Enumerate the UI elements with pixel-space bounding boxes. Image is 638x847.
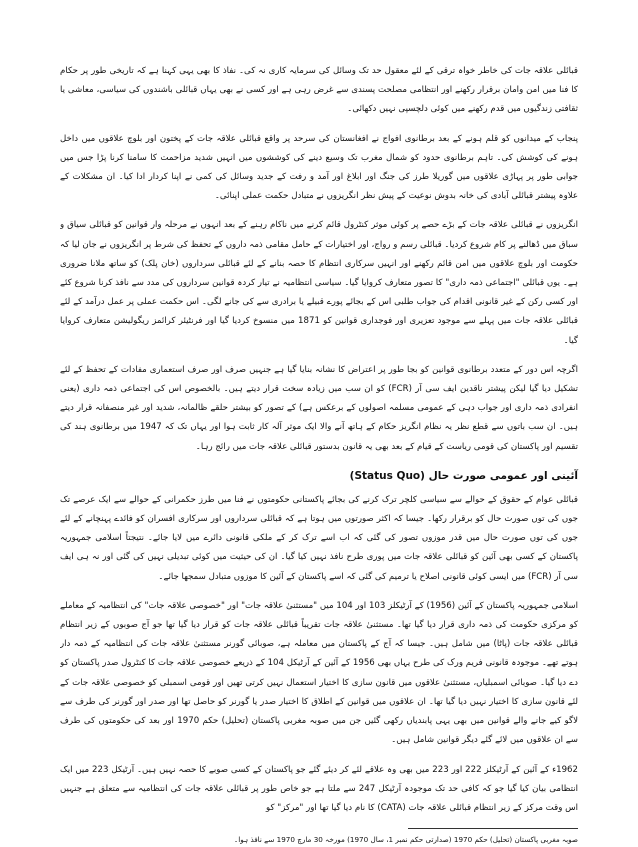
paragraph-7: 1962ء کے آئین کے آرٹیکلز 222 اور 223 میں بھی وہ علاقے لئے کر دیئے گئے جو پاکستان کے کسی صوبے کا حصہ نہیں ہیں۔ آرٹیکل 223 میں ایک انتظامی بیان کیا گیا جو کہ کافی حد تک موجودہ آرٹیکل 247 سے ملتا ہے جو خاص طور پر قبائلی علاقہ جات کی انتظامیہ سے متعلق ہے جنہیں اس وقت مرکز کے زیر انتظام قبائلی علاقہ جات (CATA) کا نام دیا گیا تھا اور "مرکز" کو xyxy=(60,764,578,813)
paragraph-5: قبائلی عوام کے حقوق کے حوالے سے سیاسی کلچر ترک کرنے کی بجائے پاکستانی حکومتوں نے فنا میں طرز حکمرانی کے حوالے سے ایک عرصے تک جوں کی توں صورت حال کو برقرار رکھا۔ جیسا کہ اکثر صورتوں میں ہوتا ہے کہ قبائلی سرداروں اور سرکاری افسران کو فائدے پہنچانے کے لئے جوں کی توں صورت حال میں قدر موزوں تصور کی گئی کہ اب اسے ترک کر کے ملکی قانونی دائرے میں لایا جائے۔ نتیجتاً اسلامی جمہوریہ پاکستان کے کسی بھی آئین کو قبائلی علاقہ جات میں پوری طرح نافذ نہیں کیا گیا۔ ان کی حیثیت میں کوئی تبدیلی نہیں کی گئی اور نہ ہی ایف سی آر (FCR) میں ایسی کوئی قانونی اصلاح یا ترمیم کی گئی کہ اسے پاکستان کے آئین کا موزوں متبادل سمجھا جائے۔ xyxy=(60,494,578,582)
paragraph-3: انگریزوں نے قبائلی علاقہ جات کے بڑے حصے پر کوئی موثر کنٹرول قائم کرنے میں ناکام رہنے کے بعد انہوں نے مرحلہ وار قوانین کو قبائلی سیاق و سباق میں ڈھالنے پر کام شروع کردیا۔ قبائلی رسم و رواج، اور اختیارات کے حامل مقامی ذمہ داروں کے تحفظ کی شرط پر انگریزوں نے جان لیا کہ حکومت اور بلوچ علاقوں میں امن قائم رکھنے اور انہیں سرکاری انتظام کا حصہ بنانے کے لئے قبائلی سرداروں (خان پلک) کو ساتھ ملانا ضروری ہے۔ یوں قبائلی "اجتماعی ذمہ داری" کا تصور متعارف کروایا گیا۔ سیاسی انتظامیہ نے تیار کردہ قوانین سرداروں کی مدد سے نافذ کرنا شروع کئے اور کسی رکن کے غیر قانونی اقدام کی جواب طلبی اس کے بجائے پورے قبیلے یا برادری سے کی جانے لگی۔ اس حکمت عملی پر عمل درآمد کے لئے قبائلی علاقہ جات میں پہلے سے موجود تعزیری اور فوجداری قوانین کو 1871 میں منسوخ کردیا گیا اور فرنٹیئر کرائمز ریگولیشن متعارف کروایا گیا۔ xyxy=(60,220,578,346)
paragraph-6: اسلامی جمہوریہ پاکستان کے آئین (1956) کے آرٹیکلز 103 اور 104 میں "مستثنیٰ علاقہ جات" اور "خصوصی علاقہ جات" کی انتظامیہ کے معاملے کو مرکزی حکومت کی ذمہ داری قرار دیا گیا تھا۔ مستثنیٰ علاقہ جات تقریباً قبائلی علاقہ جات کو قرار دیا گیا تھا جو آج صوبوں کے زیر انتظام قبائلی علاقہ جات (پاٹا) میں شامل ہیں۔ جیسا کہ آج کے پاکستان میں معاملہ ہے، صوبائی گورنر مستثنیٰ علاقہ جات کی انتظامیہ کے ذمہ دار ہوتے تھے۔ موجودہ قانونی فریم ورک کی طرح یہاں بھی 1956 کے آئین کے آرٹیکل 104 کے ذریعے خصوصی علاقہ جات کا کنٹرول صدر پاکستان کو دے دیا گیا۔ صوبائی اسمبلیاں، مستثنیٰ علاقوں میں قانون سازی کا اختیار استعمال نہیں کرتی تھیں اور قومی اسمبلی کو خصوصی علاقہ جات کے لئے قانون سازی کا اختیار نہیں دیا گیا تھا۔ ان علاقوں میں قوانین کے اطلاق کا اختیار صدر یا گورنر کو حاصل تھا اور صدر اور گورنر کی طرف سے لاگو کیے جانے والے قوانین میں بھی یہی پابندیاں رکھی گئیں جن میں صوبہ مغربی پاکستان (تحلیل) حکم 1970 اور بعد کی حکومتوں کی طرف سے ان علاقوں میں لائے گئے دیگر قوانین شامل ہیں۔ xyxy=(60,600,578,746)
paragraph-4: اگرچہ اس دور کے متعدد برطانوی قوانین کو بجا طور پر اعتراض کا نشانہ بنایا گیا ہے جنہیں صرف اور صرف استعماری مفادات کے تحفظ کے لئے تشکیل دیا گیا لیکن پیشتر ناقدین ایف سی آر (FCR) کو ان سب میں زیادہ سخت قرار دیتے ہیں۔ بالخصوص اس کی اجتماعی ذمہ داری (یعنی انفرادی ذمہ داری اور جواب دہی کے عمومی مسلمہ اصولوں کے برعکس ہے) کے تصور کو بیشتر حلقے ظالمانہ، شدید اور غیر منصفانہ قرار دیتے ہیں۔ ان سب باتوں سے قطع نظر یہ نظام انگریز حکام کے ہاتھ آنے والا ایک موثر آلہ کار ثابت ہوا اور یہاں تک کہ 1947 میں برطانوی ہند کی تقسیم اور پاکستان کی قومی ریاست کے قیام کے بعد بھی یہ قانون بدستور قبائلی علاقہ جات میں رائج رہا۔ xyxy=(60,364,578,452)
paragraph-2: پنجاب کے میدانوں کو قلم ہونے کے بعد برطانوی افواج نے افغانستان کی سرحد پر واقع قبائلی علاقہ جات کے پختون اور بلوچ علاقوں میں داخل ہونے کی کوشش کی۔ تاہم برطانوی حدود کو شمال مغرب تک وسیع دینے کی کوششوں میں انہیں شدید مزاحمت کا سامنا کرنا پڑا جس میں جوابی طور پر پہاڑی علاقوں میں گوریلا طرز کی جنگ اور ابلاغ اور آمد و رفت کے جدید وسائل کی کمی نے اپنا کردار ادا کیا۔ ان مشکلات کے علاوہ پیشتر قبائلی آبادی کی خانہ بدوش نوعیت کے پیش نظر انگریزوں نے متبادل حکمت عملی اپنائی۔ xyxy=(60,133,578,202)
section-heading: آئینی اور عمومی صورت حال (Status Quo) xyxy=(349,469,578,482)
footnote-divider xyxy=(408,828,578,829)
footnote: صوبہ مغربی پاکستان (تحلیل) حکم 1970 (صدارتی حکم نمبر 1، سال 1970) مورخہ 30 مارچ 1970 سے نافذ ہوا۔ xyxy=(234,835,578,845)
paragraph-1: قبائلی علاقہ جات کی خاطر خواہ ترقی کے لئے معقول حد تک وسائل کی سرمایہ کاری نہ کی۔ نفاذ کا بھی یہی کہنا ہے کہ تاریخی طور پر حکام کا فنا میں امن وامان برقرار رکھنے اور انتظامی مصلحت پسندی سے غرض رہی ہے اور کسی نے بھی یہاں قبائلی باشندوں کی سیاسی، معاشی یا ثقافتی زندگیوں میں قدم رکھنے میں کوئی دلچسپی نہیں دکھائی۔ xyxy=(60,66,578,115)
